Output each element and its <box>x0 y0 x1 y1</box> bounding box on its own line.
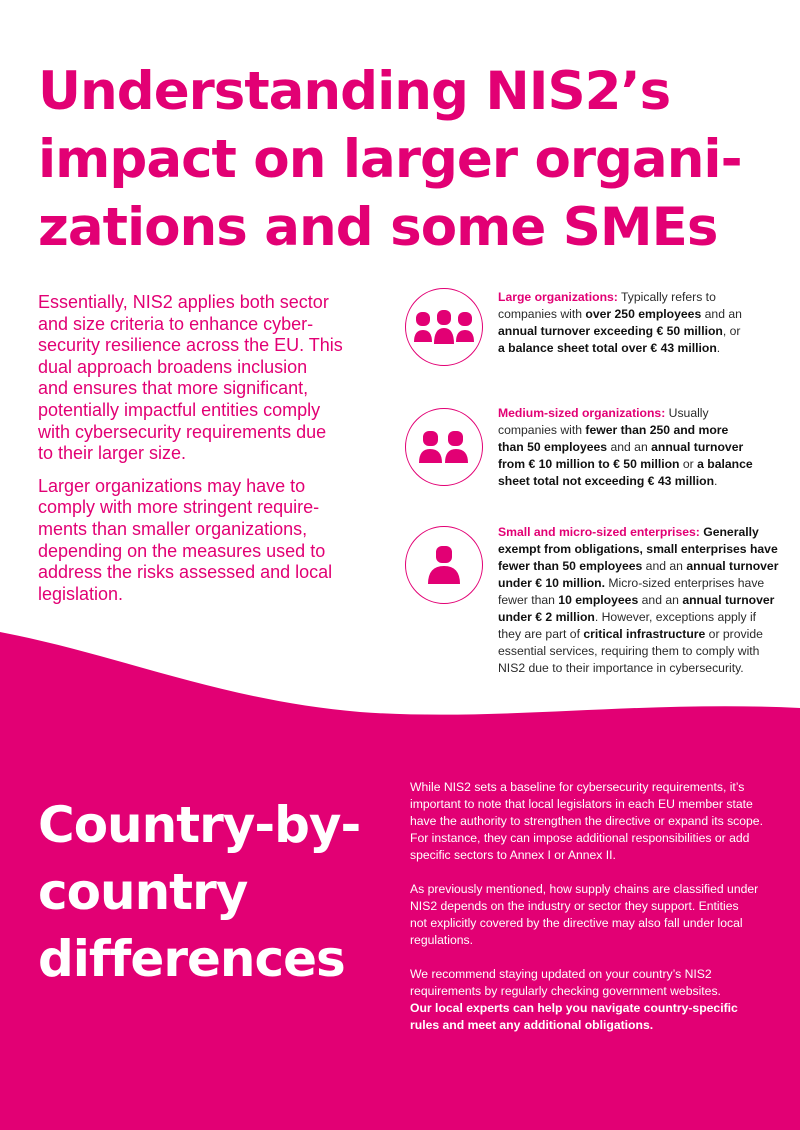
intro-line: dual approach broadens inclusion <box>38 356 308 377</box>
body-line: important to note that local legislators in each EU member state <box>410 797 753 811</box>
body-line: requirements by regularly checking government websites. <box>410 984 721 998</box>
title-line: impact on larger organi- <box>38 129 742 190</box>
intro-line: Larger organizations may have to <box>38 475 306 496</box>
intro-line: address the risks assessed and local <box>38 562 333 583</box>
intro-line: depending on the measures used to <box>38 540 326 561</box>
body-line: We recommend staying updated on your country’s NIS2 <box>410 967 712 981</box>
section-title-line: differences <box>38 930 345 988</box>
title-line: zations and some SMEs <box>38 197 718 258</box>
small-org-text: Small and micro-sized enterprises: Generally exempt from obligations, small enterprises have fewer than 50 employees and an annual turnover under € 10 million. Micro-sized enterprises have fewer than 10 employees and an annual turnover under € 2 million. However, exceptions apply if they are part of critical infrastructure or provide essential services, requiring them to comply with NIS2 due to their importance in cybersecurity. <box>498 525 779 675</box>
body-line: For instance, they can impose additional responsibilities or add <box>410 831 750 845</box>
body-line-bold: rules and meet any additional obligations. <box>410 1018 654 1032</box>
intro-line: Essentially, NIS2 applies both sector <box>38 292 329 312</box>
intro-line: and size criteria to enhance cyber- <box>38 313 314 334</box>
body-line-bold: Our local experts can help you navigate country-specific <box>410 1001 738 1015</box>
section-title <box>38 792 398 993</box>
body-line: regulations. <box>410 933 474 947</box>
intro-line: with cybersecurity requirements due <box>38 421 327 442</box>
medium-org-heading: Medium-sized organizations: <box>498 406 666 420</box>
small-org-heading: Small and micro-sized enterprises: <box>498 525 700 539</box>
section-title-line: Country-by- <box>38 796 361 854</box>
intro-line: security resilience across the EU. This <box>38 335 343 356</box>
body-line: As previously mentioned, how supply chains are classified under <box>410 882 759 896</box>
intro-line: legislation. <box>38 583 124 604</box>
intro-line: and ensures that more significant, <box>38 378 309 399</box>
body-line: have the authority to strengthen the directive or expand its scope. <box>410 814 763 828</box>
body-line: not explicitly covered by the directive may also fall under local <box>410 916 743 930</box>
intro-line: to their larger size. <box>38 443 187 464</box>
body-line: While NIS2 sets a baseline for cybersecurity requirements, it’s <box>410 780 745 794</box>
title-line: Understanding NIS2’s <box>38 61 671 122</box>
body-line: specific sectors to Annex I or Annex II. <box>410 848 616 862</box>
large-org-heading: Large organizations: <box>498 290 618 304</box>
section-body <box>410 779 790 1034</box>
intro-line: potentially impactful entities comply <box>38 399 321 420</box>
intro-line: comply with more stringent require- <box>38 497 320 518</box>
intro-line: ments than smaller organizations, <box>38 518 308 539</box>
medium-org-text: Medium-sized organizations: Usually companies with fewer than 250 and more than 50 employees and an annual turnover from € 10 million to € 50 million or a balance sheet total not exceeding € 43 million. <box>498 406 753 488</box>
body-line: NIS2 depends on the industry or sector they support. Entities <box>410 899 739 913</box>
large-org-text: Large organizations: Typically refers to companies with over 250 employees and an annual turnover exceeding € 50 million, or a balance sheet total over € 43 million. <box>498 290 742 355</box>
section-title-line: country <box>38 863 248 921</box>
